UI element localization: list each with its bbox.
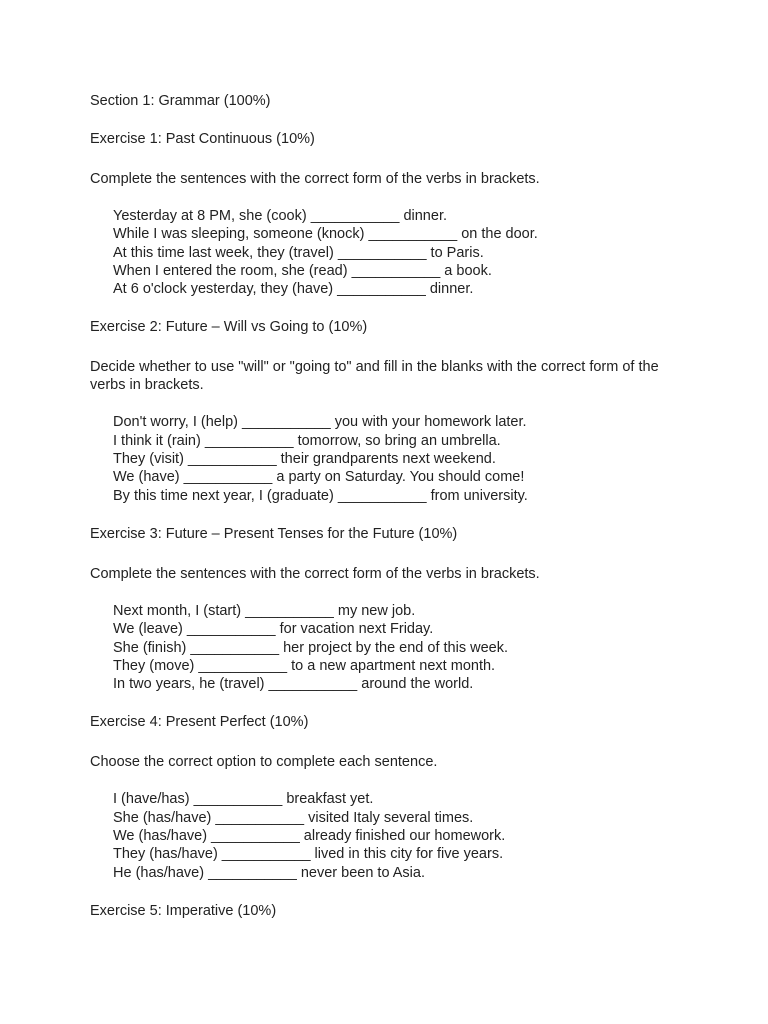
exercise-1 [90,130,690,298]
exercise-item: We (have) ___________ a party on Saturday. You should come! [113,469,525,486]
document-page [90,92,690,920]
exercise-3 [90,525,690,693]
exercise-item: They (visit) ___________ their grandparents next weekend. [113,451,496,468]
exercise-item: They (move) ___________ to a new apartment next month. [113,657,496,674]
exercise-items [113,207,690,298]
exercise-item: Next month, I (start) ___________ my new job. [113,602,416,619]
exercise-title: Exercise 1: Past Continuous (10%) [90,131,315,147]
exercise-item: At 6 o'clock yesterday, they (have) ___________ dinner. [113,281,474,298]
exercise-item: I think it (rain) ___________ tomorrow, so bring an umbrella. [113,432,501,449]
exercise-2 [90,318,690,504]
exercise-title: Exercise 3: Future – Present Tenses for the Future (10%) [90,525,458,542]
section-title: Section 1: Grammar (100%) [90,93,271,109]
exercise-items [113,602,690,693]
exercise-item: When I entered the room, she (read) ___________ a book. [113,262,492,279]
exercise-instruction: Complete the sentences with the correct form of the verbs in brackets. [90,171,540,187]
exercise-item: She (has/have) ___________ visited Italy several times. [113,809,474,826]
exercise-item: He (has/have) ___________ never been to Asia. [113,864,425,881]
exercise-item: She (finish) ___________ her project by the end of this week. [113,639,508,656]
exercise-instruction: Complete the sentences with the correct form of the verbs in brackets. [90,565,540,582]
exercise-5-title: Exercise 5: Imperative (10%) [90,902,277,919]
exercise-item: Don't worry, I (help) ___________ you with your homework later. [113,414,527,431]
exercise-item: In two years, he (travel) ___________ around the world. [113,676,474,693]
exercise-items [113,413,690,504]
exercise-item: By this time next year, I (graduate) ___________ from university. [113,487,528,504]
exercise-item: They (has/have) ___________ lived in this city for five years. [113,846,504,863]
exercise-instruction: Choose the correct option to complete each sentence. [90,754,438,771]
exercise-item: I (have/has) ___________ breakfast yet. [113,791,374,808]
exercise-item: Yesterday at 8 PM, she (cook) ___________ dinner. [113,208,447,224]
exercise-items [113,790,690,881]
exercise-instruction: Decide whether to use "will" or "going to" and fill in the blanks with the correct form of the verbs in brackets. [90,359,659,394]
exercise-item: At this time last week, they (travel) ___________ to Paris. [113,244,484,261]
exercise-item: We (has/have) ___________ already finished our homework. [113,828,506,845]
exercise-item: While I was sleeping, someone (knock) ___________ on the door. [113,226,538,243]
exercise-4 [90,713,690,881]
exercise-item: We (leave) ___________ for vacation next Friday. [113,621,434,638]
exercise-title: Exercise 4: Present Perfect (10%) [90,714,309,731]
exercise-title: Exercise 2: Future – Will vs Going to (10%) [90,319,368,336]
